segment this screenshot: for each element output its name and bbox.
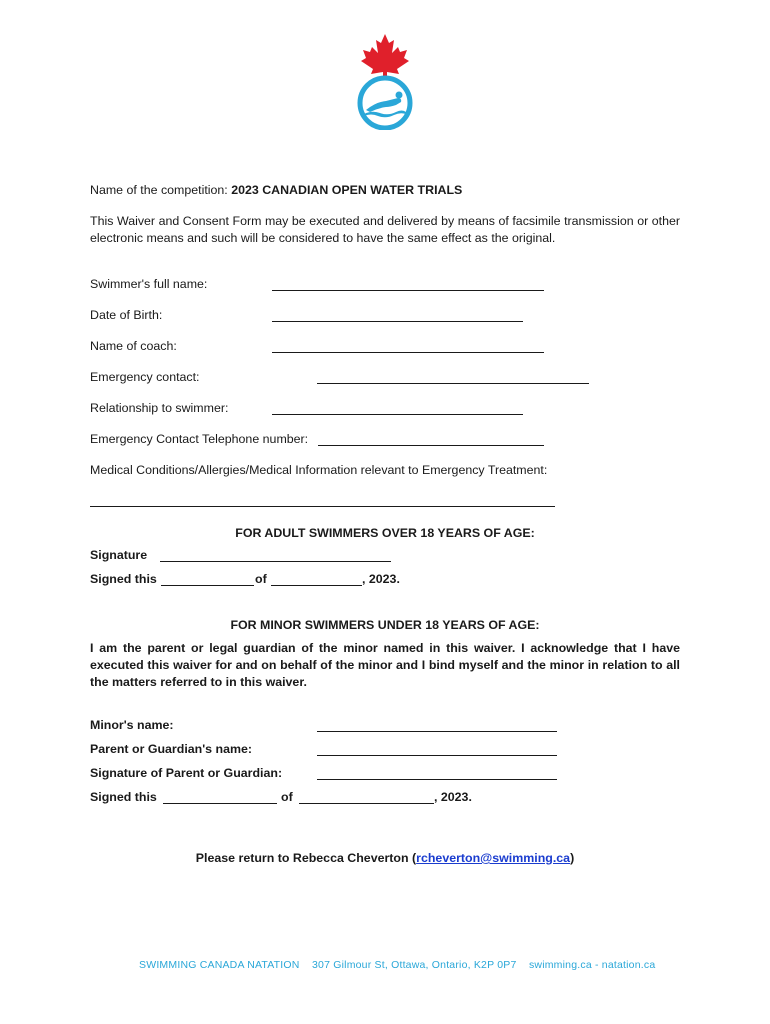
coach-label: Name of coach: — [90, 339, 177, 353]
intro-paragraph: This Waiver and Consent Form may be executed and delivered by means of facsimile transmission or other electronic means and such will be considered to have the same effect as the original. — [90, 214, 680, 245]
adult-heading: FOR ADULT SWIMMERS OVER 18 YEARS OF AGE: — [235, 526, 535, 540]
adult-signature-label: Signature — [90, 548, 148, 562]
adult-of-label: of — [255, 572, 267, 586]
return-suffix: ) — [570, 851, 575, 865]
medical-label: Medical Conditions/Allergies/Medical Information relevant to Emergency Treatment: — [90, 463, 548, 477]
swimmer-name-field[interactable] — [272, 290, 544, 291]
adult-signature-field[interactable] — [160, 561, 391, 562]
medical-field[interactable] — [90, 506, 555, 507]
minor-name-label: Minor's name: — [90, 718, 174, 732]
adult-day-field[interactable] — [161, 585, 254, 586]
relationship-field[interactable] — [272, 414, 523, 415]
minor-day-field[interactable] — [163, 803, 277, 804]
emergency-phone-label: Emergency Contact Telephone number: — [90, 432, 309, 446]
guardian-signature-field[interactable] — [317, 779, 557, 780]
swimmer-name-label: Swimmer's full name: — [90, 277, 208, 291]
maple-leaf-icon — [361, 34, 409, 80]
competition-name: 2023 CANADIAN OPEN WATER TRIALS — [231, 183, 463, 197]
adult-year-label: , 2023. — [362, 572, 400, 586]
dob-field[interactable] — [272, 321, 523, 322]
competition-label: Name of the competition: — [90, 183, 228, 197]
dob-label: Date of Birth: — [90, 308, 163, 322]
emergency-contact-label: Emergency contact: — [90, 370, 200, 384]
relationship-label: Relationship to swimmer: — [90, 401, 229, 415]
guardian-statement: I am the parent or legal guardian of the minor named in this waiver. I acknowledge that I have executed this waiver for and on behalf of the minor and I bind myself and the minor in relation to all the matters referred to in this waiver. — [90, 641, 680, 689]
swimmer-icon — [364, 92, 406, 118]
minor-heading: FOR MINOR SWIMMERS UNDER 18 YEARS OF AGE: — [230, 618, 540, 632]
return-instructions — [0, 851, 770, 865]
minor-signed-this-label: Signed this — [90, 790, 157, 804]
guardian-name-label: Parent or Guardian's name: — [90, 742, 253, 756]
guardian-signature-label: Signature of Parent or Guardian: — [90, 766, 283, 780]
adult-month-field[interactable] — [271, 585, 362, 586]
minor-name-field[interactable] — [317, 731, 557, 732]
minor-year-label: , 2023. — [434, 790, 472, 804]
coach-field[interactable] — [272, 352, 544, 353]
swimming-canada-logo — [352, 34, 418, 130]
return-email-link[interactable]: rcheverton@swimming.ca — [416, 851, 571, 865]
minor-of-label: of — [281, 790, 293, 804]
emergency-contact-field[interactable] — [317, 383, 589, 384]
minor-month-field[interactable] — [299, 803, 434, 804]
emergency-phone-field[interactable] — [318, 445, 544, 446]
footer-address: SWIMMING CANADA NATATION 307 Gilmour St, Ottawa, Ontario, K2P 0P7 swimming.ca - natation.ca — [139, 959, 656, 971]
guardian-name-field[interactable] — [317, 755, 557, 756]
return-prefix: Please return to Rebecca Cheverton ( — [195, 851, 417, 865]
competition-line — [90, 183, 462, 197]
adult-signed-this-label: Signed this — [90, 572, 157, 586]
